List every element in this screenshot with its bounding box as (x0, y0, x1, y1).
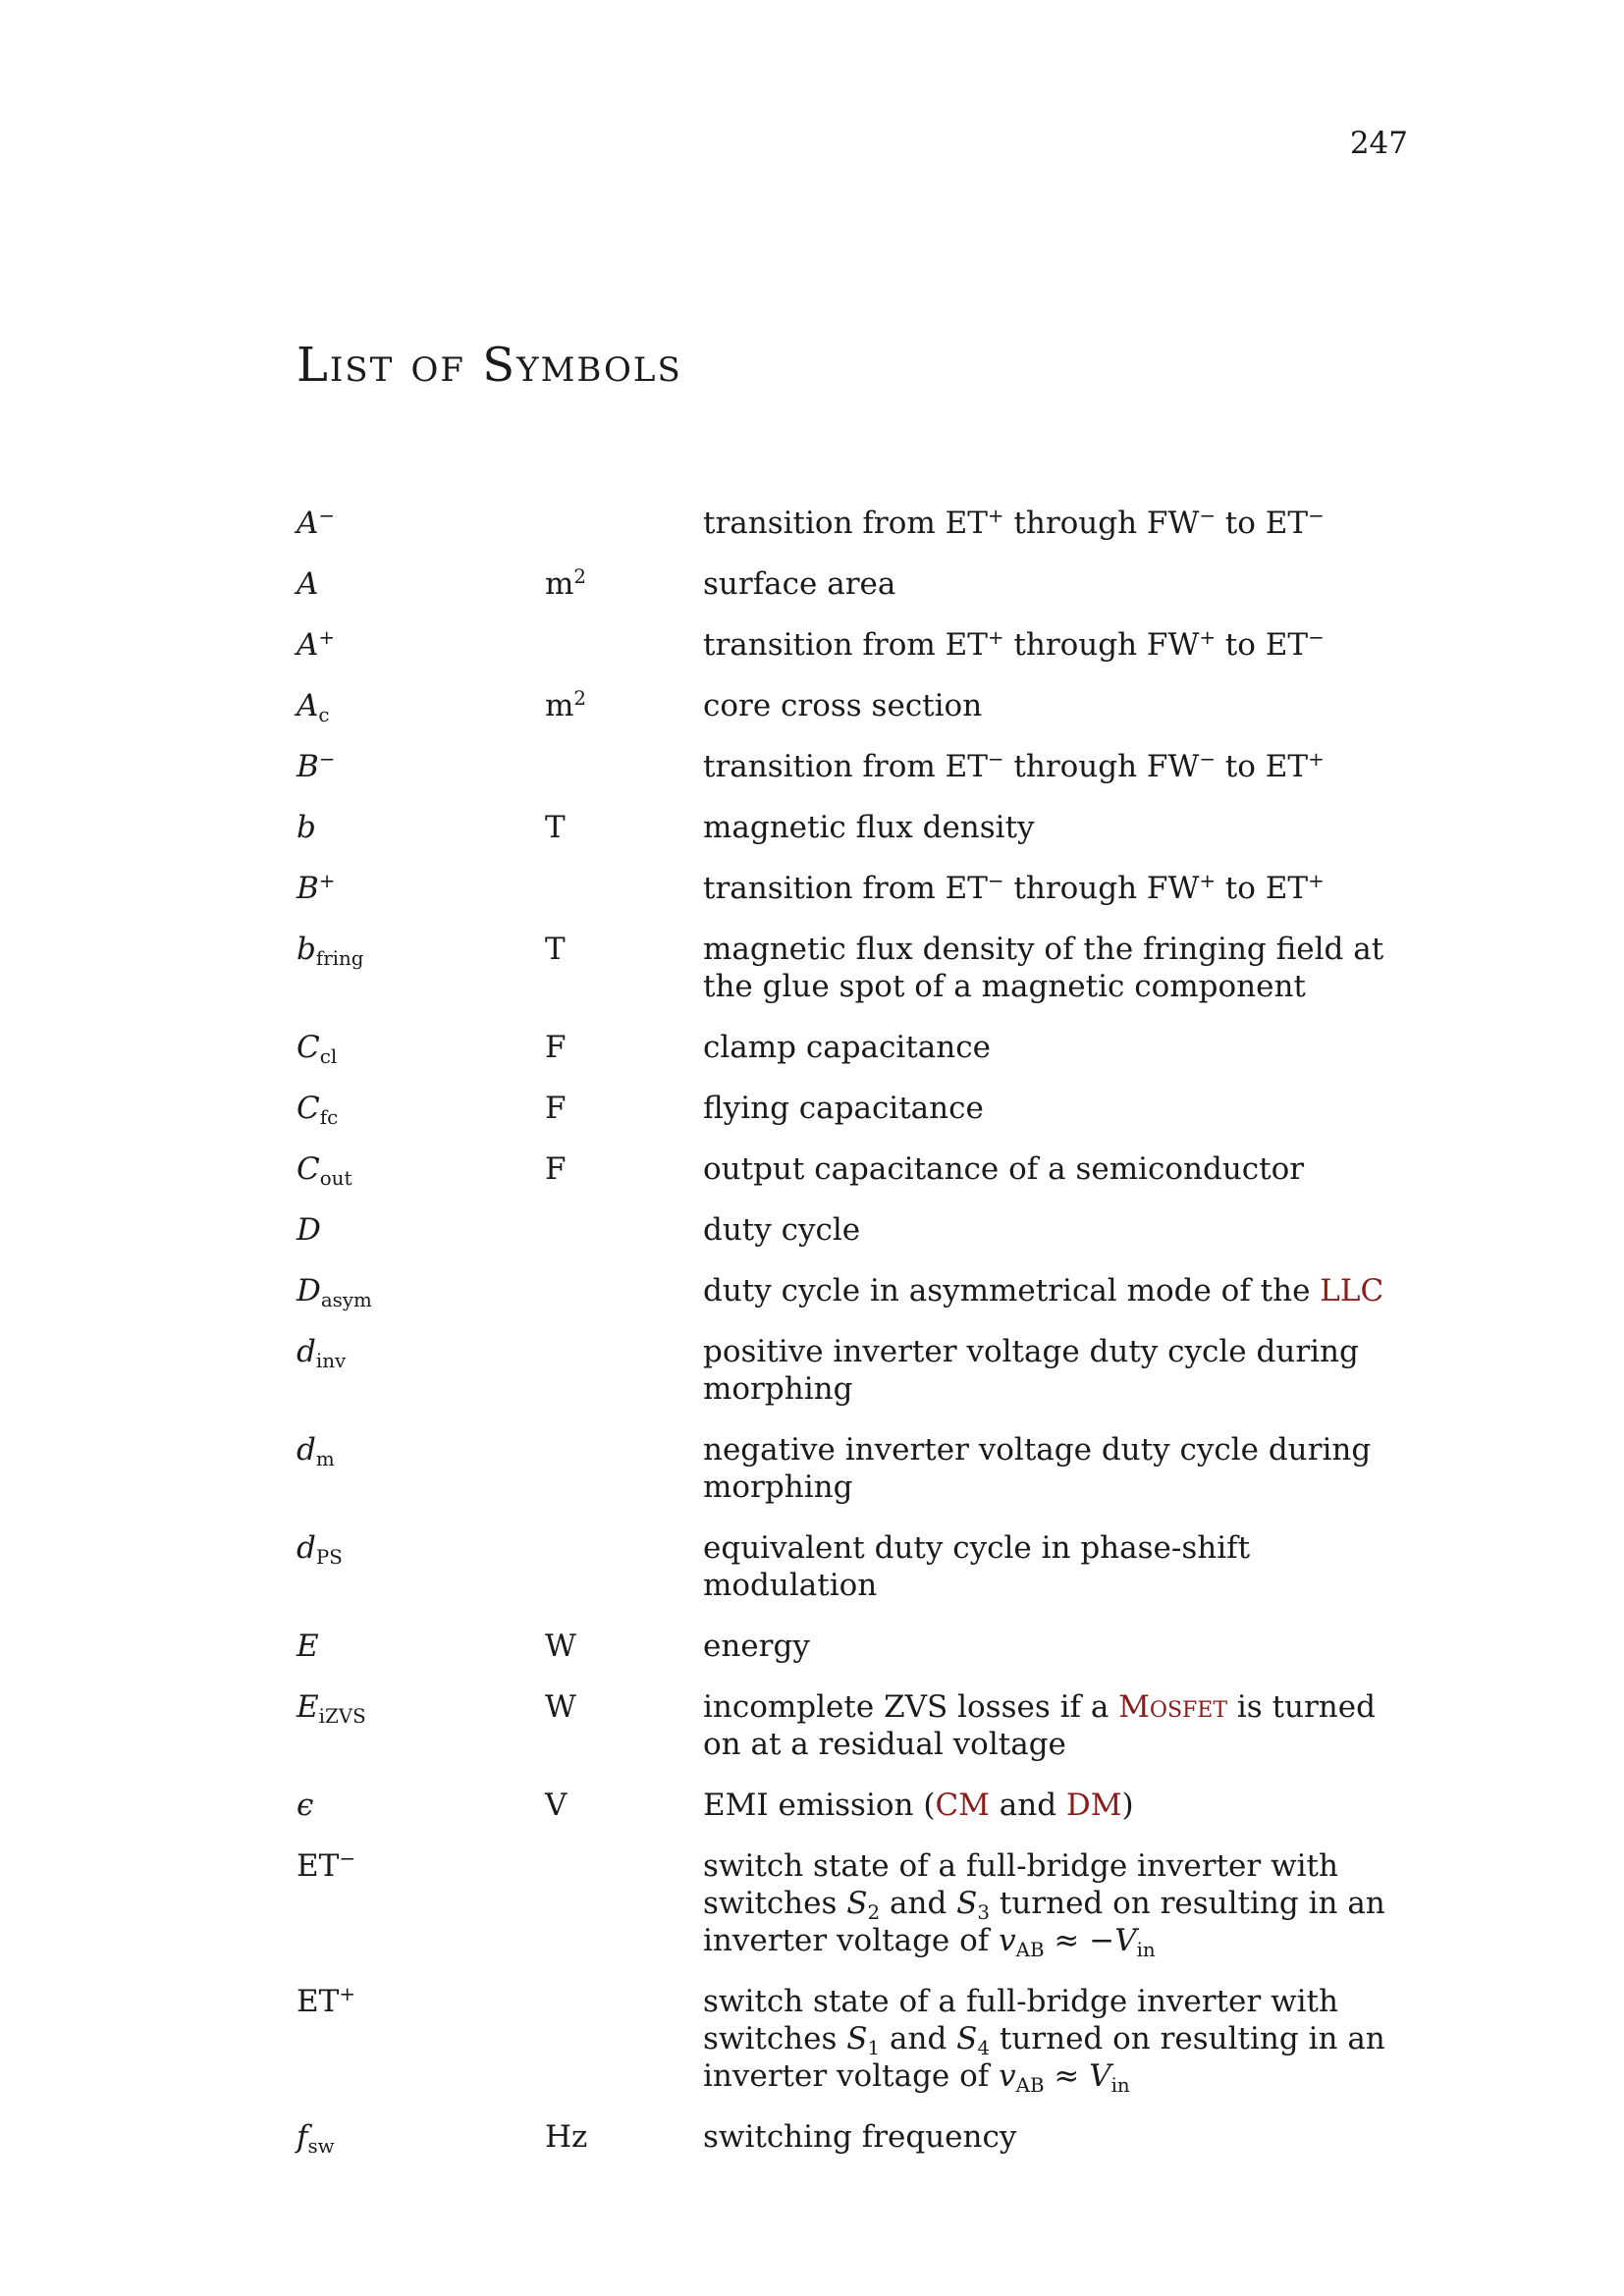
symbol: ET− (297, 1847, 355, 1884)
description: duty cycle in asymmetrical mode of the LLC (703, 1273, 1384, 1308)
symbol-row (297, 1847, 1408, 1959)
symbol-row (297, 1029, 1408, 1066)
unit: F (545, 1030, 567, 1065)
description: negative inverter voltage duty cycle during morphing (703, 1432, 1372, 1505)
unit: V (545, 1788, 568, 1823)
symbol-row (297, 1431, 1408, 1506)
description: energy (703, 1629, 810, 1664)
description: output capacitance of a semiconductor (703, 1151, 1305, 1187)
symbol: A− (297, 505, 336, 541)
symbol-row (297, 931, 1408, 1005)
symbol: $C_{fc}$ (297, 1091, 339, 1129)
symbol: $b_{fring}$ (297, 932, 364, 970)
symbol: A (297, 566, 319, 602)
symbol-row (297, 505, 1408, 542)
symbol: ϵ (297, 1788, 314, 1823)
page-title: List of Symbols (297, 338, 682, 393)
symbol: b (297, 810, 316, 845)
symbol-row (297, 565, 1408, 603)
symbol-row (297, 1529, 1408, 1604)
description: equivalent duty cycle in phase-shift modulation (703, 1530, 1251, 1603)
unit: W (545, 1629, 576, 1664)
description: surface area (703, 566, 896, 602)
symbol: $D_{asym}$ (297, 1273, 372, 1311)
unit: T (545, 810, 566, 845)
symbol-row (297, 748, 1408, 785)
symbol: $f_{sw}$ (297, 2119, 335, 2158)
description: positive inverter voltage duty cycle during morphing (703, 1334, 1359, 1407)
description: core cross section (703, 688, 983, 723)
symbol-list (297, 505, 1408, 2179)
symbol-row (297, 626, 1408, 664)
symbol: $C_{out}$ (297, 1151, 352, 1190)
symbol-row (297, 1090, 1408, 1127)
symbol-row (297, 870, 1408, 907)
symbol-row (297, 1150, 1408, 1188)
symbol: E (297, 1629, 319, 1664)
symbol-row (297, 1333, 1408, 1408)
symbol: ET+ (297, 1983, 355, 2019)
symbol-row (297, 809, 1408, 846)
symbol: $C_{cl}$ (297, 1030, 338, 1068)
description: switch state of a full-bridge inverter with switches $S_2$ and $S_3$ turned on resulting in an inverter voltage of $v_{AB} \approx -V_{in}$ (703, 1848, 1385, 1961)
unit: F (545, 1091, 567, 1126)
description: duty cycle (703, 1212, 861, 1248)
unit: T (545, 932, 566, 967)
symbol: $d_{PS}$ (297, 1530, 343, 1569)
symbol: A+ (297, 626, 336, 663)
symbol-row (297, 687, 1408, 724)
description: flying capacitance (703, 1091, 984, 1126)
symbol: $d_{inv}$ (297, 1334, 347, 1372)
symbol: $A_c$ (297, 688, 330, 726)
unit: $m^2$ (545, 565, 587, 602)
unit: W (545, 1689, 576, 1725)
description: transition from ET− through FW+ to ET+ (703, 870, 1325, 906)
symbol: B− (297, 748, 336, 784)
description: switch state of a full-bridge inverter with switches $S_1$ and $S_4$ turned on resulting in an inverter voltage of $v_{AB} \approx V_{in}$ (703, 1984, 1385, 2097)
unit: F (545, 1151, 567, 1187)
unit: $m^2$ (545, 687, 587, 723)
symbol-row (297, 2118, 1408, 2156)
unit: Hz (545, 2119, 588, 2155)
symbol-row (297, 1272, 1408, 1309)
symbol: $d_m$ (297, 1432, 335, 1470)
description: magnetic flux density of the fringing field at the glue spot of a magnetic component (703, 932, 1384, 1004)
description: transition from ET+ through FW+ to ET− (703, 626, 1325, 663)
description: EMI emission (CM and DM) (703, 1788, 1134, 1823)
symbol-row (297, 1211, 1408, 1249)
symbol-row (297, 1983, 1408, 2095)
description: magnetic flux density (703, 810, 1035, 845)
description: clamp capacitance (703, 1030, 991, 1065)
symbol: D (297, 1212, 321, 1248)
symbol-row (297, 1628, 1408, 1665)
symbol-row (297, 1787, 1408, 1824)
description: incomplete ZVS losses if a Mosfet is turned on at a residual voltage (703, 1689, 1376, 1762)
page-number: 247 (1349, 126, 1408, 161)
symbol-row (297, 1688, 1408, 1763)
symbol: $E_{iZVS}$ (297, 1689, 366, 1728)
description: transition from ET− through FW− to ET+ (703, 748, 1325, 784)
description: transition from ET+ through FW− to ET− (703, 505, 1325, 541)
description: switching frequency (703, 2119, 1017, 2155)
symbol: B+ (297, 870, 336, 906)
